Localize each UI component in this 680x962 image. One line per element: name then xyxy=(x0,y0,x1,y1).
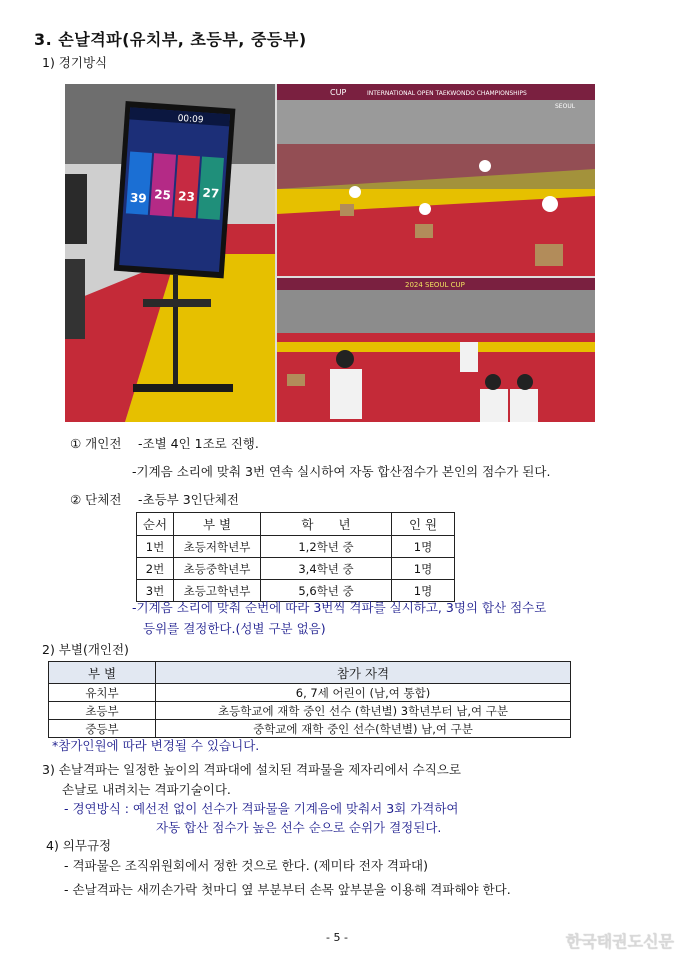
division-cell: 유치부 xyxy=(49,684,156,702)
table-row xyxy=(137,580,455,602)
team-cell: 1명 xyxy=(392,580,455,602)
score-3: 23 xyxy=(177,188,196,205)
team-cell: 1명 xyxy=(392,536,455,558)
sub3-line2: 손날로 내려치는 격파기술이다. xyxy=(62,782,231,797)
scoreboard-time: 00:09 xyxy=(177,113,204,126)
table-row xyxy=(137,558,455,580)
banner-seoul: SEOUL xyxy=(555,103,576,110)
division-cell: 중등부 xyxy=(49,720,156,738)
individual-label: ① 개인전 xyxy=(70,436,122,451)
team-line1: -초등부 3인단체전 xyxy=(138,492,239,507)
team-cell: 초등고학년부 xyxy=(174,580,261,602)
competition-photo-top xyxy=(277,84,595,276)
table-row xyxy=(49,684,571,702)
section-title: 3. 손날격파(유치부, 초등부, 중등부) xyxy=(34,30,307,49)
subsection-division: 2) 부별(개인전) xyxy=(42,642,129,657)
team-label: ② 단체전 xyxy=(70,492,122,507)
sub3-line3: - 경연방식 : 예선전 없이 선수가 격파물을 기계음에 맞춰서 3회 가격하여 xyxy=(64,801,459,816)
individual-line1: -조별 4인 1조로 진행. xyxy=(138,436,259,451)
banner-bottom: 2024 SEOUL CUP xyxy=(405,281,465,289)
team-cell: 1명 xyxy=(392,558,455,580)
team-header-grade: 학 년 xyxy=(261,513,392,536)
banner-championship: INTERNATIONAL OPEN TAEKWONDO CHAMPIONSHIPS xyxy=(367,90,527,97)
division-header-qualification: 참가 자격 xyxy=(156,662,571,684)
team-cell: 3,4학년 중 xyxy=(261,558,392,580)
division-note: *참가인원에 따라 변경될 수 있습니다. xyxy=(52,738,260,753)
team-cell: 1번 xyxy=(137,536,174,558)
watermark-logo: 한국태권도신문 xyxy=(565,932,674,951)
team-cell: 2번 xyxy=(137,558,174,580)
team-cell: 초등저학년부 xyxy=(174,536,261,558)
score-1: 39 xyxy=(129,190,148,206)
score-2: 25 xyxy=(153,187,172,203)
page-number: - 5 - xyxy=(326,931,348,944)
scoreboard-photo xyxy=(65,84,275,422)
division-cell: 중학교에 재학 중인 선수(학년별) 남,여 구분 xyxy=(156,720,571,738)
sub4-line2: - 손날격파는 새끼손가락 첫마디 옆 부분부터 손목 앞부분을 이용해 격파해야 한다. xyxy=(64,882,511,897)
subsection-match-method: 1) 경기방식 xyxy=(42,55,108,70)
sub3-line1: 3) 손날격파는 일정한 높이의 격파대에 설치된 격파물을 제자리에서 수직으로 xyxy=(42,762,461,777)
team-header-division: 부 별 xyxy=(174,513,261,536)
table-row xyxy=(49,702,571,720)
team-header-order: 순서 xyxy=(137,513,174,536)
team-table xyxy=(136,512,455,602)
team-header-count: 인 원 xyxy=(392,513,455,536)
table-row xyxy=(137,536,455,558)
division-cell: 초등학교에 재학 중인 선수 (학년별) 3학년부터 남,여 구분 xyxy=(156,702,571,720)
division-cell: 6, 7세 어린이 (남,여 통합) xyxy=(156,684,571,702)
banner-cup: CUP xyxy=(330,88,347,97)
team-cell: 1,2학년 중 xyxy=(261,536,392,558)
team-cell: 3번 xyxy=(137,580,174,602)
competition-photo-bottom xyxy=(277,278,595,422)
team-table-header xyxy=(137,513,455,536)
division-cell: 초등부 xyxy=(49,702,156,720)
team-note1: -기계음 소리에 맞춰 순번에 따라 3번씩 격파를 실시하고, 3명의 합산 점수로 xyxy=(132,600,547,615)
team-cell: 초등중학년부 xyxy=(174,558,261,580)
sub4-line1: - 격파물은 조직위원회에서 정한 것으로 한다. (제미타 전자 격파대) xyxy=(64,858,428,873)
division-table xyxy=(48,661,571,738)
table-row xyxy=(49,720,571,738)
individual-line2: -기계음 소리에 맞춰 3번 연속 실시하여 자동 합산점수가 본인의 점수가 된다. xyxy=(132,464,551,479)
photo-collage xyxy=(65,84,595,422)
score-4: 27 xyxy=(202,185,220,201)
sub3-line4: 자동 합산 점수가 높은 선수 순으로 순위가 결정된다. xyxy=(156,820,442,835)
division-header-name: 부 별 xyxy=(49,662,156,684)
sub4-title: 4) 의무규정 xyxy=(46,838,112,853)
team-note2: 등위를 결정한다.(성별 구분 없음) xyxy=(143,621,326,636)
division-table-header xyxy=(49,662,571,684)
team-cell: 5,6학년 중 xyxy=(261,580,392,602)
